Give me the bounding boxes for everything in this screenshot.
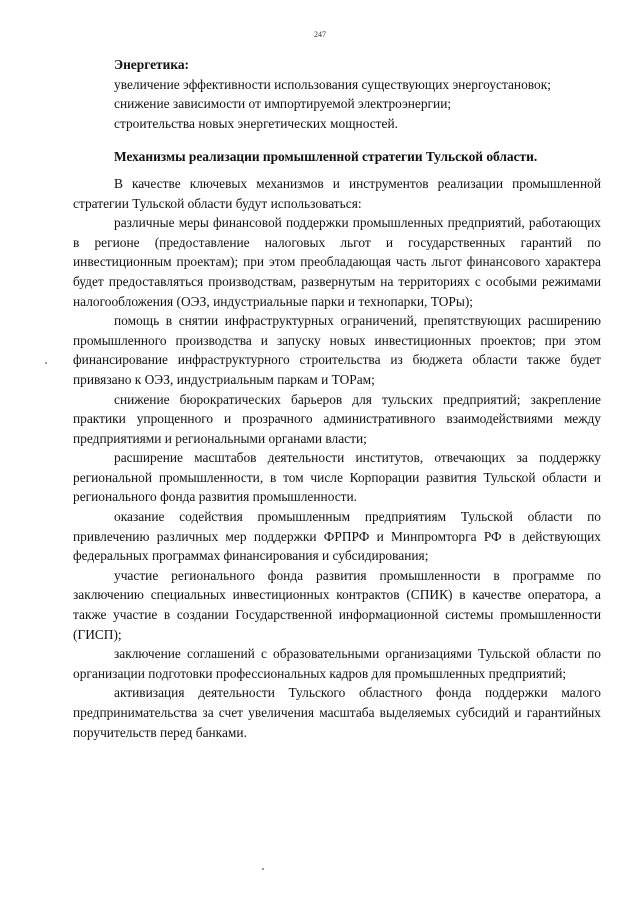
energy-item: снижение зависимости от импортируемой электроэнергии; [114,96,452,112]
mechanism-item: активизация деятельности Тульского областного фонда поддержки малого предпринимательства за счет увеличения масштаба выделяемых субсидий и гарантийных поручительств перед банками. [73,685,601,740]
scan-speck [262,868,264,870]
energy-item: строительства новых энергетических мощностей. [114,115,398,131]
mechanism-item: снижение бюрократических барьеров для тульских предприятий; закрепление практики упрощенного и прозрачного административного взаимодействиями между предприятиями и региональными органами власти; [73,391,601,446]
mechanism-item: участие регионального фонда развития промышленности в программе по заключению специальных инвестиционных контрактов (СПИК) в качестве оператора, а также участие в создании Государственной информационной системы промышленности (ГИСП); [73,567,601,642]
energy-heading: Энергетика: [114,57,189,72]
energy-item: увеличение эффективности использования существующих энергоустановок; [114,76,551,92]
mechanism-item: заключение соглашений с образовательными организациями Тульской области по организации подготовки профессиональных кадров для промышленных предприятий; [73,646,601,681]
page-number: 247 [314,30,326,39]
mechanism-item: оказание содействия промышленным предприятиям Тульской области по привлечению различных мер поддержки ФРПРФ и Минпромторга РФ в действующих федеральных программах финансирования и субсидирования; [73,509,601,564]
document-body [73,55,601,742]
mechanism-item: помощь в снятии инфраструктурных ограничений, препятствующих расширению промышленного производства и запуску новых инвестиционных проектов; при этом финансирование инфраструктурного строительства из бюджета области также будет привязано к ОЭЗ, индустриальным паркам и ТОРам; [73,313,601,387]
mechanism-item: различные меры финансовой поддержки промышленных предприятий, работающих в регионе (предоставление налоговых льгот и государственных гарантий по инвестиционным проектам); при этом преобладающая часть льгот финансового характера будет предоставляться производствам, развернутым на территориях с особыми режимами налогообложения (ОЭЗ, индустриальные парки и технопарки, ТОРы); [73,215,601,309]
mechanisms-intro: В качестве ключевых механизмов и инструментов реализации промышленной стратегии Тульской области будут использоваться: [73,175,601,211]
mechanism-item: расширение масштабов деятельности институтов, отвечающих за поддержку региональной промышленности, в том числе Корпорации развития Тульской области и регионального фонда развития промышленности. [73,450,601,505]
scan-speck [45,362,47,364]
mechanisms-heading: Механизмы реализации промышленной стратегии Тульской области. [114,149,538,165]
